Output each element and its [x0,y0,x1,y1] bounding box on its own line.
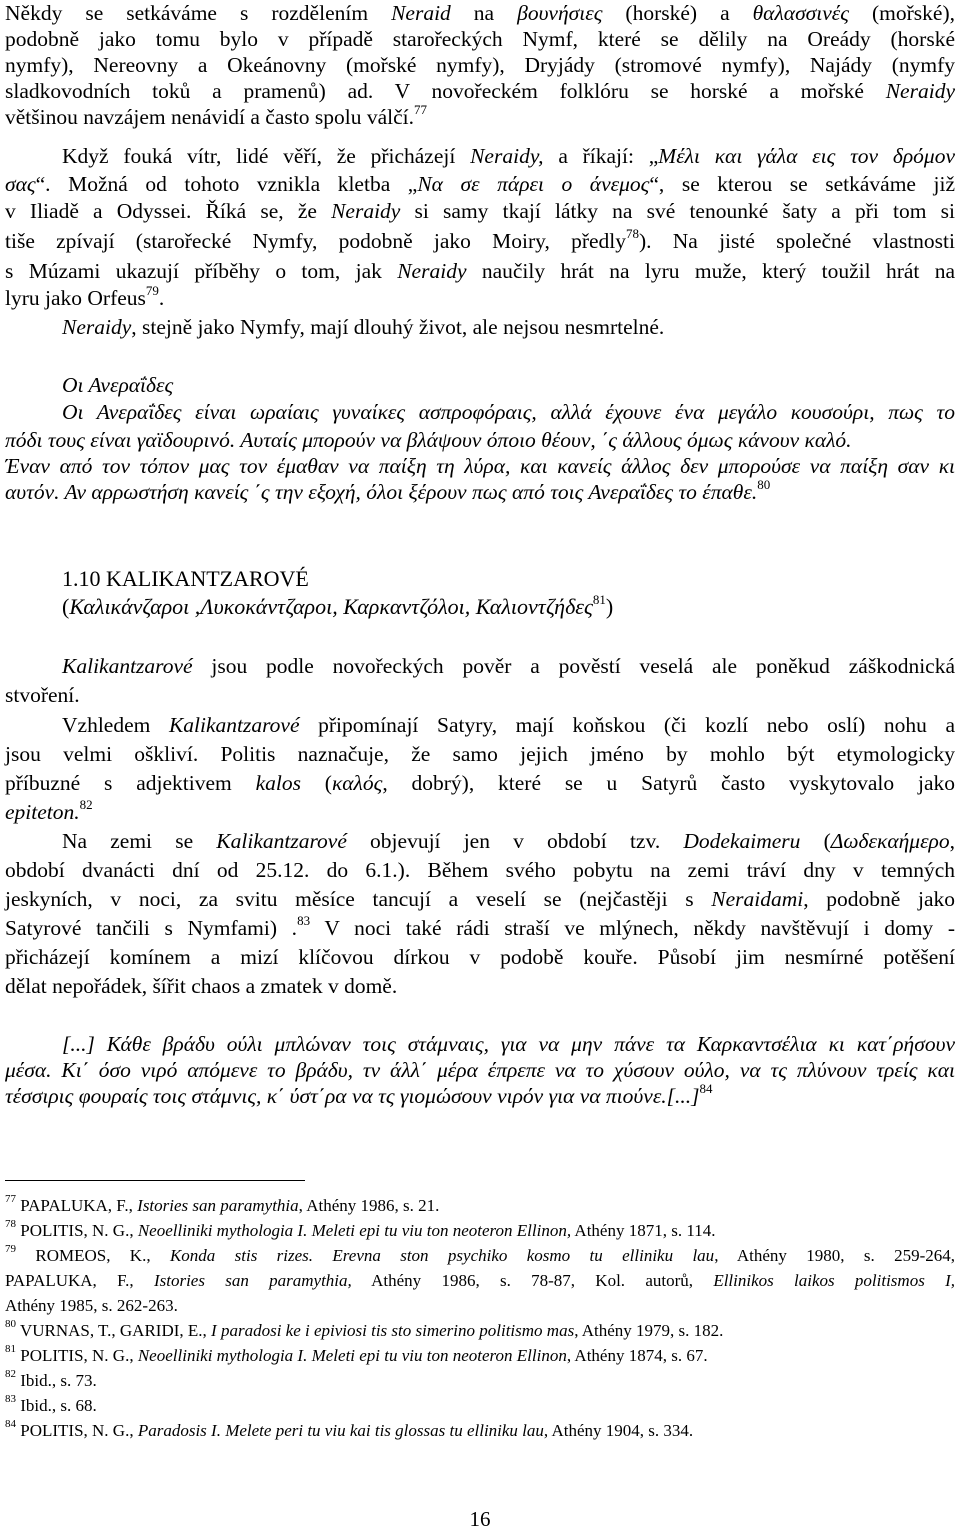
footnote-ref: 84 [5,1418,16,1431]
footnote: $^{82}$ Ibid., s. 73. [5,1368,97,1390]
italic-text: Οι Ανεραΐδες [62,373,174,397]
footnote: PAPALUKA, F., Istories san paramythia, Athény 1986, s. 78-87, Kol. autorů, Ellinikos laikos politismos I, [5,1271,956,1290]
italic-text: Neraidy [397,259,467,283]
italic-text: Ellinikos laikos politismos I, [713,1271,956,1290]
footnote-ref: 77 [413,101,427,117]
footnote-ref: 83 [297,912,311,928]
text-line: tiše zpívají (starořecké Nymfy, podobně jako Moiry, předly$^{78}$). Na jisté společné vlastnosti [5,225,955,253]
italic-text: epiteton. [5,800,80,824]
italic-text: Istories san paramythia [137,1196,299,1215]
italic-text: Kalikantzarové [62,654,193,678]
footnote: $^{83}$ Ibid., s. 68. [5,1393,97,1415]
footnote-ref: 79 [5,1243,16,1256]
footnote-ref: 79 [145,282,159,298]
quote-title [62,372,955,398]
footnote-ref: 78 [5,1218,16,1231]
text-line: příbuzné s adjektivem kalos (καλός, dobrý), které se u Satyrů často vyskytovalo jako [5,771,955,795]
text-line: jeskyních, v noci, za svitu měsíce tancují a veselí se (nejčastěji s Neraidami, podobně jako [5,887,955,911]
italic-text: kalos [255,771,301,795]
italic-text: καλός [331,771,383,795]
italic-text: [...] Κάθε βράδυ ούλι μπλώναν τοις στάμναις, για να μην πάνε τα Καρκαντσέλια κι κατ΄ρήσουν [62,1032,955,1056]
text-line: lyru jako Orfeus$^{79}$. [5,282,165,310]
italic-text: Kalikantzarové [168,713,300,737]
italic-text: Δωδεκαήμερο [830,829,950,853]
italic-text: βουνήσιες [517,1,603,25]
italic-text: Paradosis I. Melete peri tu viu kai tis glossas tu elliniku lau [137,1421,544,1440]
text-line: podobně jako tomu bylo v případě starořeckých Nymf, které se dělily na Oreády (horské [5,27,955,51]
italic-text: I paradosi ke i epiviosi tis sto simerino politismo mas [211,1321,575,1340]
text-line: nymfy), Nereovny a Okeánovny (mořské nymfy), Dryjády (stromové nymfy), Najády (nymfy [5,53,955,77]
footnote: Athény 1985, s. 262-263. [5,1296,178,1315]
footnote-separator [5,1180,305,1181]
quote-line [62,399,955,425]
footnote-ref: 80 [5,1318,16,1331]
quote-line [5,1057,955,1083]
italic-text: αυτόν. Αν αρρωστήση κανείς ΄ς την εξοχή, όλοι ξέρουν πως από τοις Ανεραΐδες το έπαθε. [5,480,758,504]
footnote-ref: 80 [757,476,771,492]
text-line: dělat nepořádek, šířit chaos a zmatek v domě. [5,974,398,998]
italic-text: Dodekaimeru [683,829,801,853]
footnote-ref: 81 [592,591,606,607]
quote-line [5,1080,955,1109]
footnote-ref: 77 [5,1193,16,1206]
text-line: Satyrové tančili s Nymfami) .$^{83}$ V noci také rádi straší ve mlýnech, někdy navštěvují i domy - [5,912,955,940]
text-line: stvoření. [5,683,80,707]
italic-text: Μέλι και γάλα εις τον δρόμον [658,144,955,168]
quote-line [5,427,955,453]
footnote: $^{80}$ VURNAS, T., GARIDI, E., I paradosi ke i epiviosi tis sto simerino politismo mas, Athény 1979, s. 182. [5,1318,724,1340]
footnote: $^{81}$ POLITIS, N. G., Neoelliniki mythologia I. Meleti epi tu viu ton neoteron Ellinon, Athény 1874, s. 67. [5,1343,708,1365]
italic-text: Kalikantzarové [216,829,347,853]
italic-text: τέσσιρις φουραίς τοις στάμνις, κ΄ ύστ΄ρα να τς γιομώσουν νιρόν για να πιούνε.[...] [5,1084,700,1108]
italic-text: Καλικάνζαροι ,Λυκοκάντζαροι, Καρκαντζόλοι, Καλιοντζήδες [69,594,593,619]
italic-text: μέσα. Κι΄ όσο νιρό απόμενε το βράδυ, τν άλλ΄ μέρα έπρεπε να το χύσουν ούλο, να τς πλύνουν τρείς και [5,1058,955,1082]
italic-text: Έναν από τον τόπον μας τον έμαθαν να παίξη τη λύρα, και κανείς άλλος δεν μπορούσε να παίξη σαν κι [5,454,955,478]
italic-text: Istories san paramythia, [153,1271,352,1290]
footnote: $^{79}$ ROMEOS, K., Konda stis rizes. Erevna ston psychiko kosmo tu elliniku lau, Athény 1980, s. 259-264, [5,1243,955,1265]
page-number: 16 [469,1507,491,1531]
text-line: σας“. Možná od tohoto vznikla kletba „Να σε πάρει ο άνεμος“, se kterou se setkáváme již [5,172,955,196]
footnote-ref: 84 [699,1080,713,1096]
section-subheading: (Καλικάνζαροι ,Λυκοκάντζαροι, Καρκαντζόλοι, Καλιοντζήδες$^{81}$) [62,591,614,619]
italic-text: Neraidy [331,199,401,223]
italic-text: Neraidy, [470,144,544,168]
footnote-ref: 83 [5,1393,16,1406]
text-line: Na zemi se Kalikantzarové objevují jen v období tzv. Dodekaimeru (Δωδεκαήμερο, [62,829,955,853]
text-line: Kalikantzarové jsou podle novořeckých pověr a pověstí veselá ale poněkud záškodnická [62,654,955,678]
italic-text: Neraidy [62,315,132,339]
footnote: $^{84}$ POLITIS, N. G., Paradosis I. Melete peri tu viu kai tis glossas tu elliniku lau, Athény 1904, s. 334. [5,1418,694,1440]
text-line: přicházejí komínem a mizí klíčovou dírkou v podobě kouře. Působí jim nesmírné potěšení [5,945,955,969]
text-line [5,796,955,825]
italic-text: σας [5,172,36,196]
italic-text: πόδι τους είναι γαϊδουρινό. Αυταίς μπορούν να βλάψουν όποιο θέουν, ΄ς άλλους όμως κάνουν καλό. [5,428,852,452]
text-line: Někdy se setkáváme s rozdělením Neraid na βουνήσιες (horské) a θαλασσινές (mořské), [5,1,955,25]
italic-text: Neraidami [711,887,804,911]
footnote-ref: 82 [5,1368,16,1381]
italic-text: Neoelliniki mythologia I. Meleti epi tu viu ton neoteron Ellinon [137,1346,567,1365]
quote-line [5,453,955,479]
italic-text: θαλασσινές [752,1,849,25]
footnote: $^{78}$ POLITIS, N. G., Neoelliniki mythologia I. Meleti epi tu viu ton neoteron Ellinon, Athény 1871, s. 114. [5,1218,716,1240]
text-line: Neraidy, stejně jako Nymfy, mají dlouhý život, ale nejsou nesmrtelné. [62,315,665,339]
footnote: $^{77}$ PAPALUKA, F., Istories san paramythia, Athény 1986, s. 21. [5,1193,440,1215]
text-line: Když fouká vítr, lidé věří, že přicházejí Neraidy, a říkají: „Μέλι και γάλα εις τον δρόμον [62,144,955,168]
footnote-ref: 81 [5,1343,16,1356]
text-line: v Iliadě a Odyssei. Říká se, že Neraidy si samy tkají látky na své tenounké šaty a při tom si [5,199,955,223]
italic-text: Neraid [391,1,451,25]
italic-text: Neoelliniki mythologia I. Meleti epi tu viu ton neoteron Ellinon, [137,1221,572,1240]
italic-text: Neraidy [885,79,955,103]
quote-line [62,1031,955,1057]
text-line: většinou navzájem nenávidí a často spolu válčí.$^{77}$ [5,101,427,129]
text-line: jsou velmi oškliví. Politis naznačuje, že samo jejich jméno by mohlo být etymologicky [5,742,955,766]
text-line: Vzhledem Kalikantzarové připomínají Satyry, mají koňskou (či kozlí nebo oslí) nohu a [62,713,955,737]
italic-text: Οι Ανεραΐδες είναι ωραίαις γυναίκες ασπροφόραις, αλλά έχουνε ένα μεγάλο κουσούρι, πως το [62,400,955,424]
section-heading: 1.10 KALIKANTZAROVÉ [62,566,309,591]
italic-text: Konda stis rizes. Erevna ston psychiko kosmo tu elliniku lau [169,1246,715,1265]
text-line: s Múzami ukazují příběhy o tom, jak Neraidy naučily hrát na lyru muže, který toužil hrát na [5,259,956,283]
quote-line [5,476,955,505]
text-line: období dvanácti dní od 25.12. do 6.1.). Během svého pobytu na zemi tráví dny v temných [5,858,955,882]
footnote-ref: 78 [626,225,640,241]
footnote-ref: 82 [79,796,93,812]
text-line: sladkovodních toků a pramenů) ad. V novořeckém folklóru se horské a mořské Neraidy [5,79,955,103]
italic-text: Να σε πάρει ο άνεμος [417,172,650,196]
